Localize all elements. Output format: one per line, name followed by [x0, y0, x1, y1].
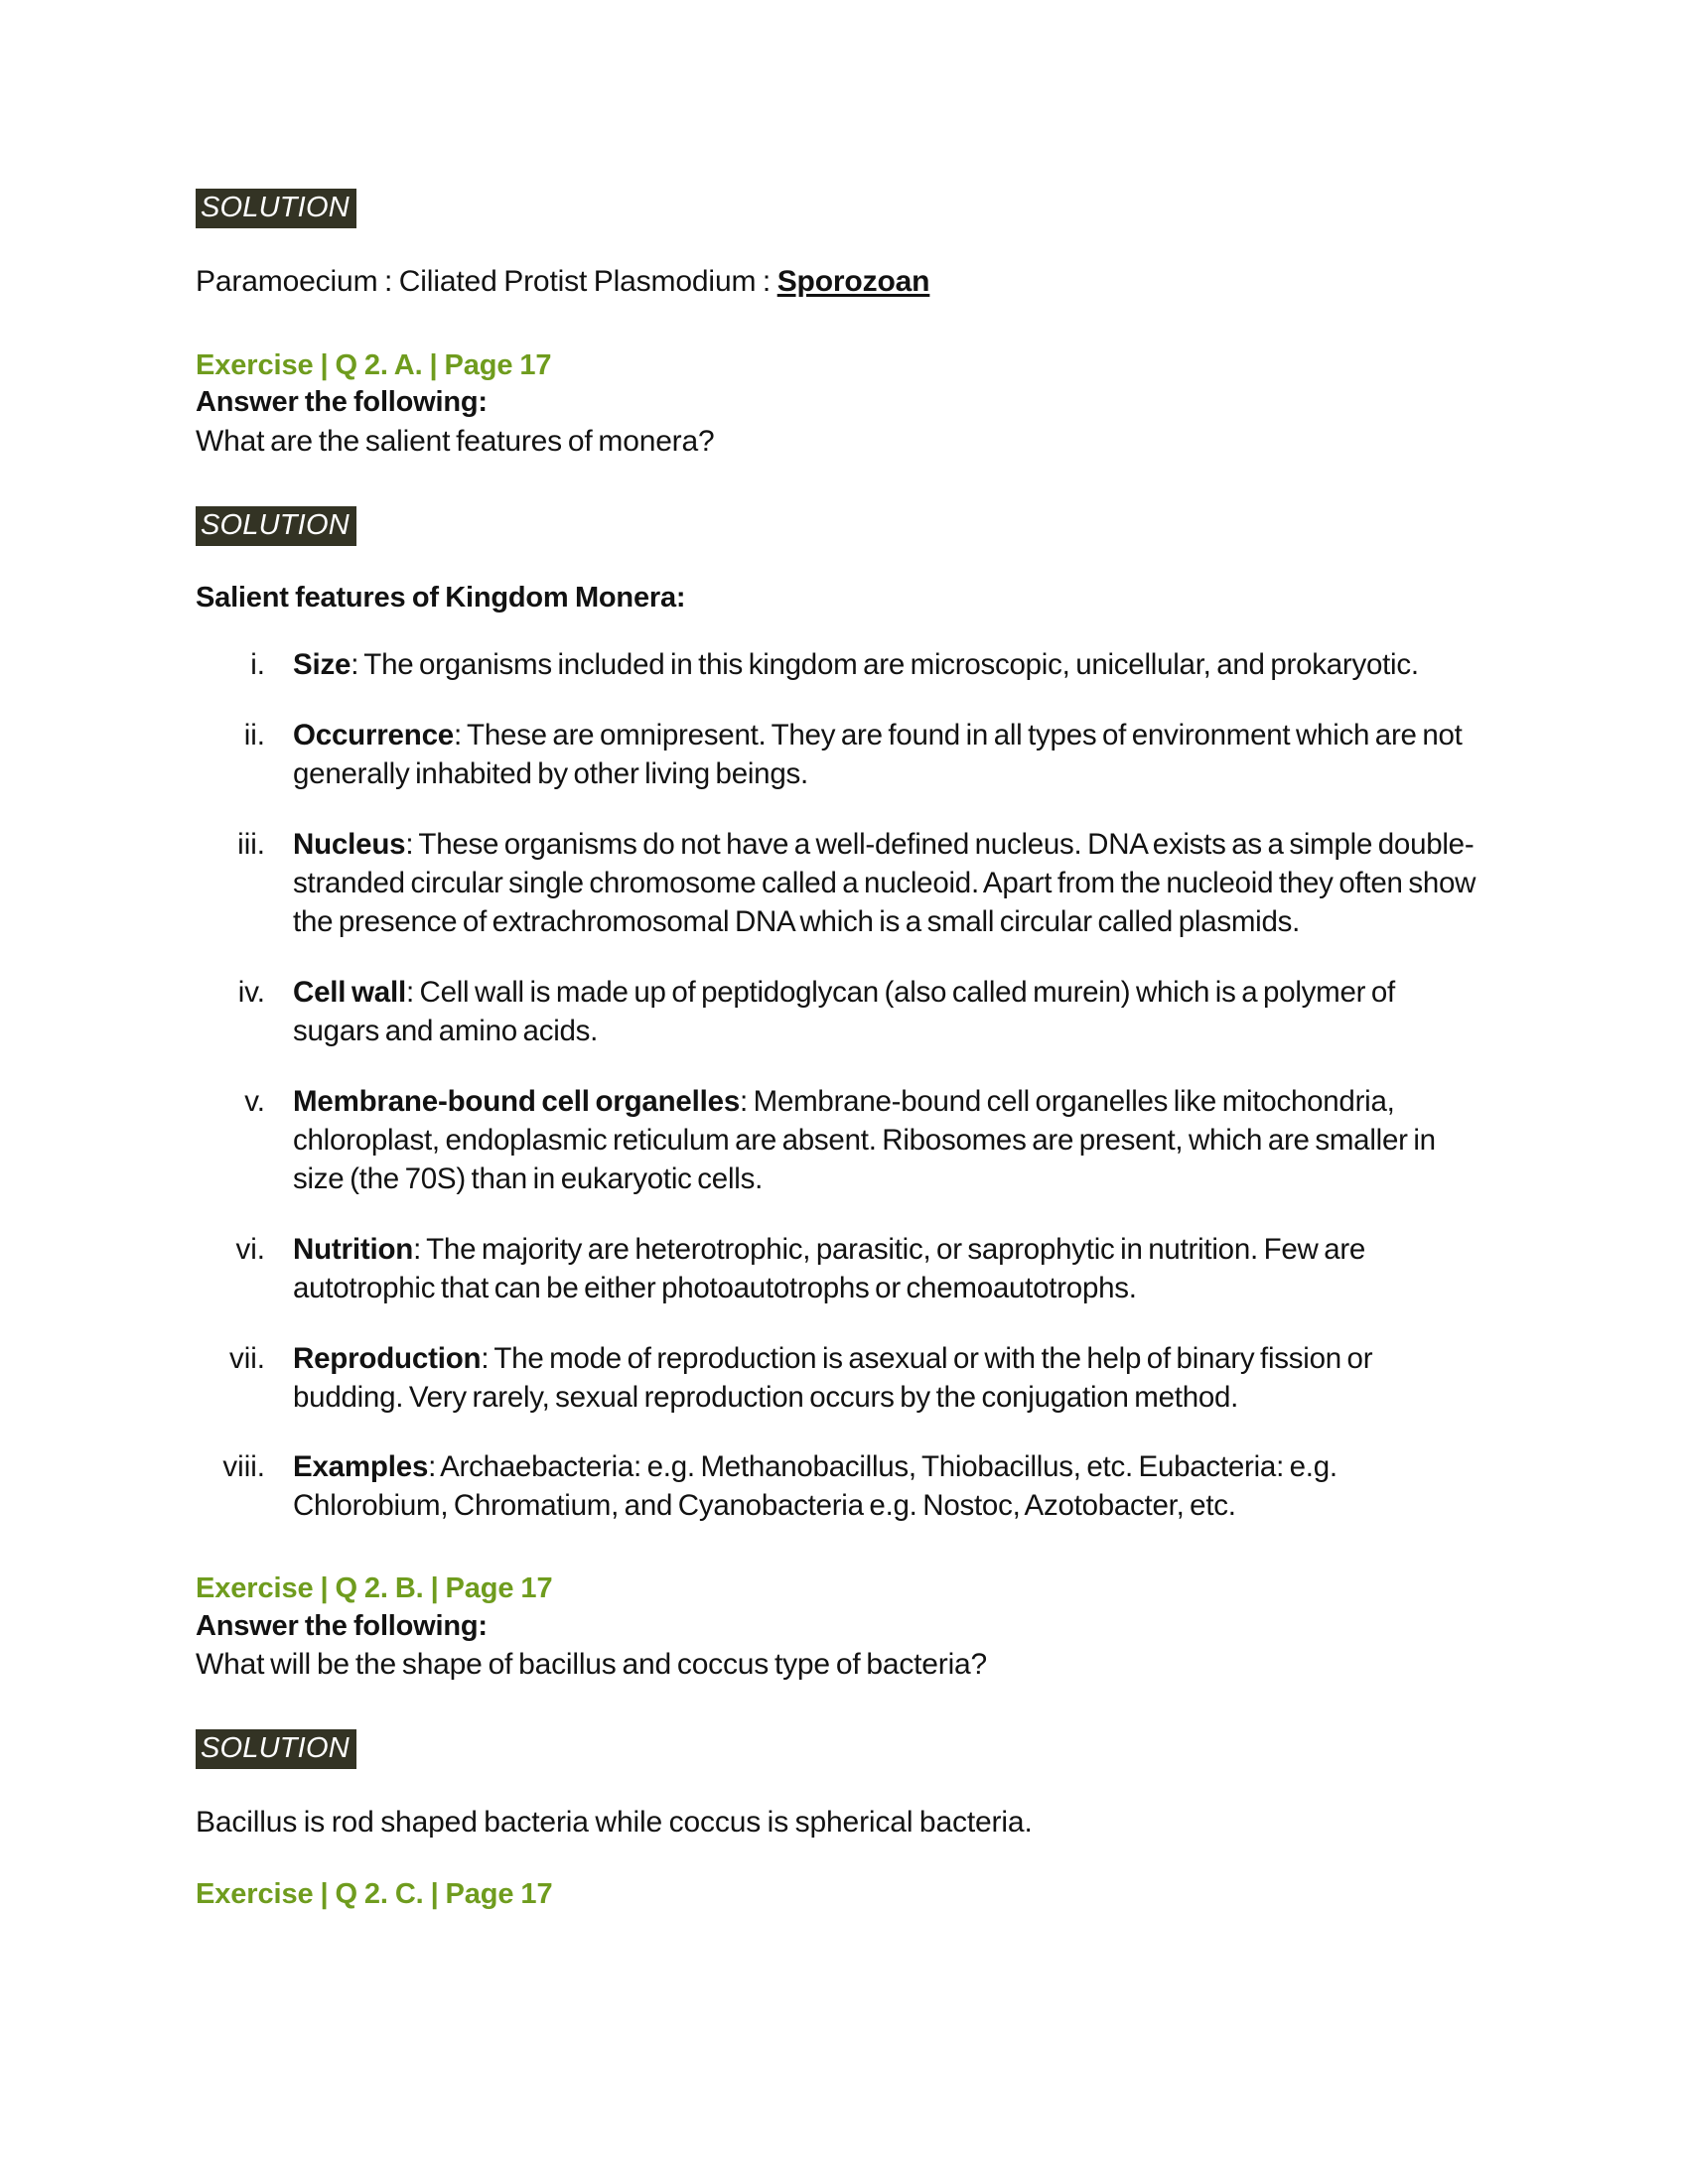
page-content — [196, 189, 1486, 1913]
list-item-term: Reproduction — [293, 1341, 482, 1375]
list-item-text: : These are omnipresent. They are found in all types of environment which are not generally inhabited by other living beings. — [293, 719, 1463, 791]
exercise-heading-q2a: Exercise | Q 2. A. | Page 17 — [196, 349, 552, 382]
list-item-term: Cell wall — [293, 976, 406, 1009]
list-marker: vi. — [235, 1232, 265, 1266]
list-marker: iv. — [237, 976, 265, 1009]
list-item-text: : The organisms included in this kingdom are microscopic, unicellular, and prokaryotic. — [351, 648, 1419, 682]
list-marker: i. — [250, 648, 265, 682]
question-text-q2b: What will be the shape of bacillus and coccus type of bacteria? — [196, 1647, 988, 1681]
salient-features-list — [196, 646, 1486, 1526]
question-text-q2a: What are the salient features of monera? — [196, 424, 715, 458]
answer-text-prefix: Paramoecium : Ciliated Protist Plasmodium : — [196, 265, 777, 299]
solution-badge-row-3 — [196, 1729, 1486, 1769]
exercise-heading-q2b: Exercise | Q 2. B. | Page 17 — [196, 1572, 553, 1605]
solution-badge: SOLUTION — [196, 189, 356, 228]
solution-badge: SOLUTION — [196, 506, 356, 546]
list-marker: ii. — [243, 719, 265, 752]
list-marker: v. — [244, 1084, 265, 1118]
list-item-text: : Cell wall is made up of peptidoglycan (also called murein) which is a polymer of sugars and amino acids. — [293, 976, 1395, 1047]
solution-badge-row-1 — [196, 189, 1486, 228]
list-item-term: Examples — [293, 1450, 429, 1484]
list-item — [196, 1231, 1486, 1308]
spacer — [196, 1684, 1486, 1729]
list-item-term: Nucleus — [293, 828, 406, 862]
answer-paragraph-1 — [196, 262, 1486, 301]
list-item-text: : The majority are heterotrophic, parasitic, or saprophytic in nutrition. Few are autotrophic that can be either photoautotrophs or chemoautotrophs. — [293, 1232, 1366, 1304]
list-item — [196, 826, 1486, 942]
list-marker: vii. — [228, 1341, 265, 1375]
answer-text-emphasis: Sporozoan — [776, 265, 930, 299]
spacer — [196, 301, 1486, 346]
exercise-heading-q2c: Exercise | Q 2. C. | Page 17 — [196, 1877, 553, 1910]
list-item — [196, 1083, 1486, 1199]
spacer — [196, 461, 1486, 506]
spacer — [196, 1842, 1486, 1875]
list-item-text: : These organisms do not have a well-defined nucleus. DNA exists as a simple double-stranded circular single chromosome called a nucleoid. Apart from the nucleoid they often show the presence of extrachromosomal DNA which is a small circular called plasmids. — [293, 828, 1477, 939]
list-item — [196, 1448, 1486, 1526]
list-item — [196, 717, 1486, 794]
list-item-text: : The mode of reproduction is asexual or with the help of binary fission or budding. Very rarely, sexual reproduction occurs by the conjugation method. — [293, 1341, 1373, 1414]
list-item — [196, 646, 1486, 685]
list-item-term: Nutrition — [293, 1232, 414, 1266]
answer-label-q2b: Answer the following: — [196, 1609, 488, 1642]
solution-badge-row-2 — [196, 506, 1486, 546]
list-item-text: : Archaebacteria: e.g. Methanobacillus, Thiobacillus, etc. Eubacteria: e.g. Chlorobium, Chromatium, and Cyanobacteria e.g. Nostoc, Azotobacter, etc. — [293, 1450, 1337, 1523]
subheading-salient-features: Salient features of Kingdom Monera: — [196, 581, 686, 614]
answer-label-q2a: Answer the following: — [196, 386, 488, 419]
section-q2b — [196, 1570, 1486, 1913]
answer-paragraph-q2b: Bacillus is rod shaped bacteria while coccus is spherical bacteria. — [196, 1805, 1033, 1839]
list-marker: iii. — [237, 828, 265, 862]
list-marker: viii. — [222, 1450, 265, 1484]
list-item — [196, 1340, 1486, 1418]
list-item-term: Membrane-bound cell organelles — [293, 1084, 741, 1118]
solution-badge: SOLUTION — [196, 1729, 356, 1769]
list-item-term: Size — [293, 648, 352, 682]
list-item-text: : Membrane-bound cell organelles like mitochondria, chloroplast, endoplasmic reticulum are absent. Ribosomes are present, which are smaller in size (the 70S) than in eukaryotic cells. — [293, 1084, 1436, 1195]
list-item-term: Occurrence — [293, 719, 454, 752]
list-item — [196, 974, 1486, 1051]
